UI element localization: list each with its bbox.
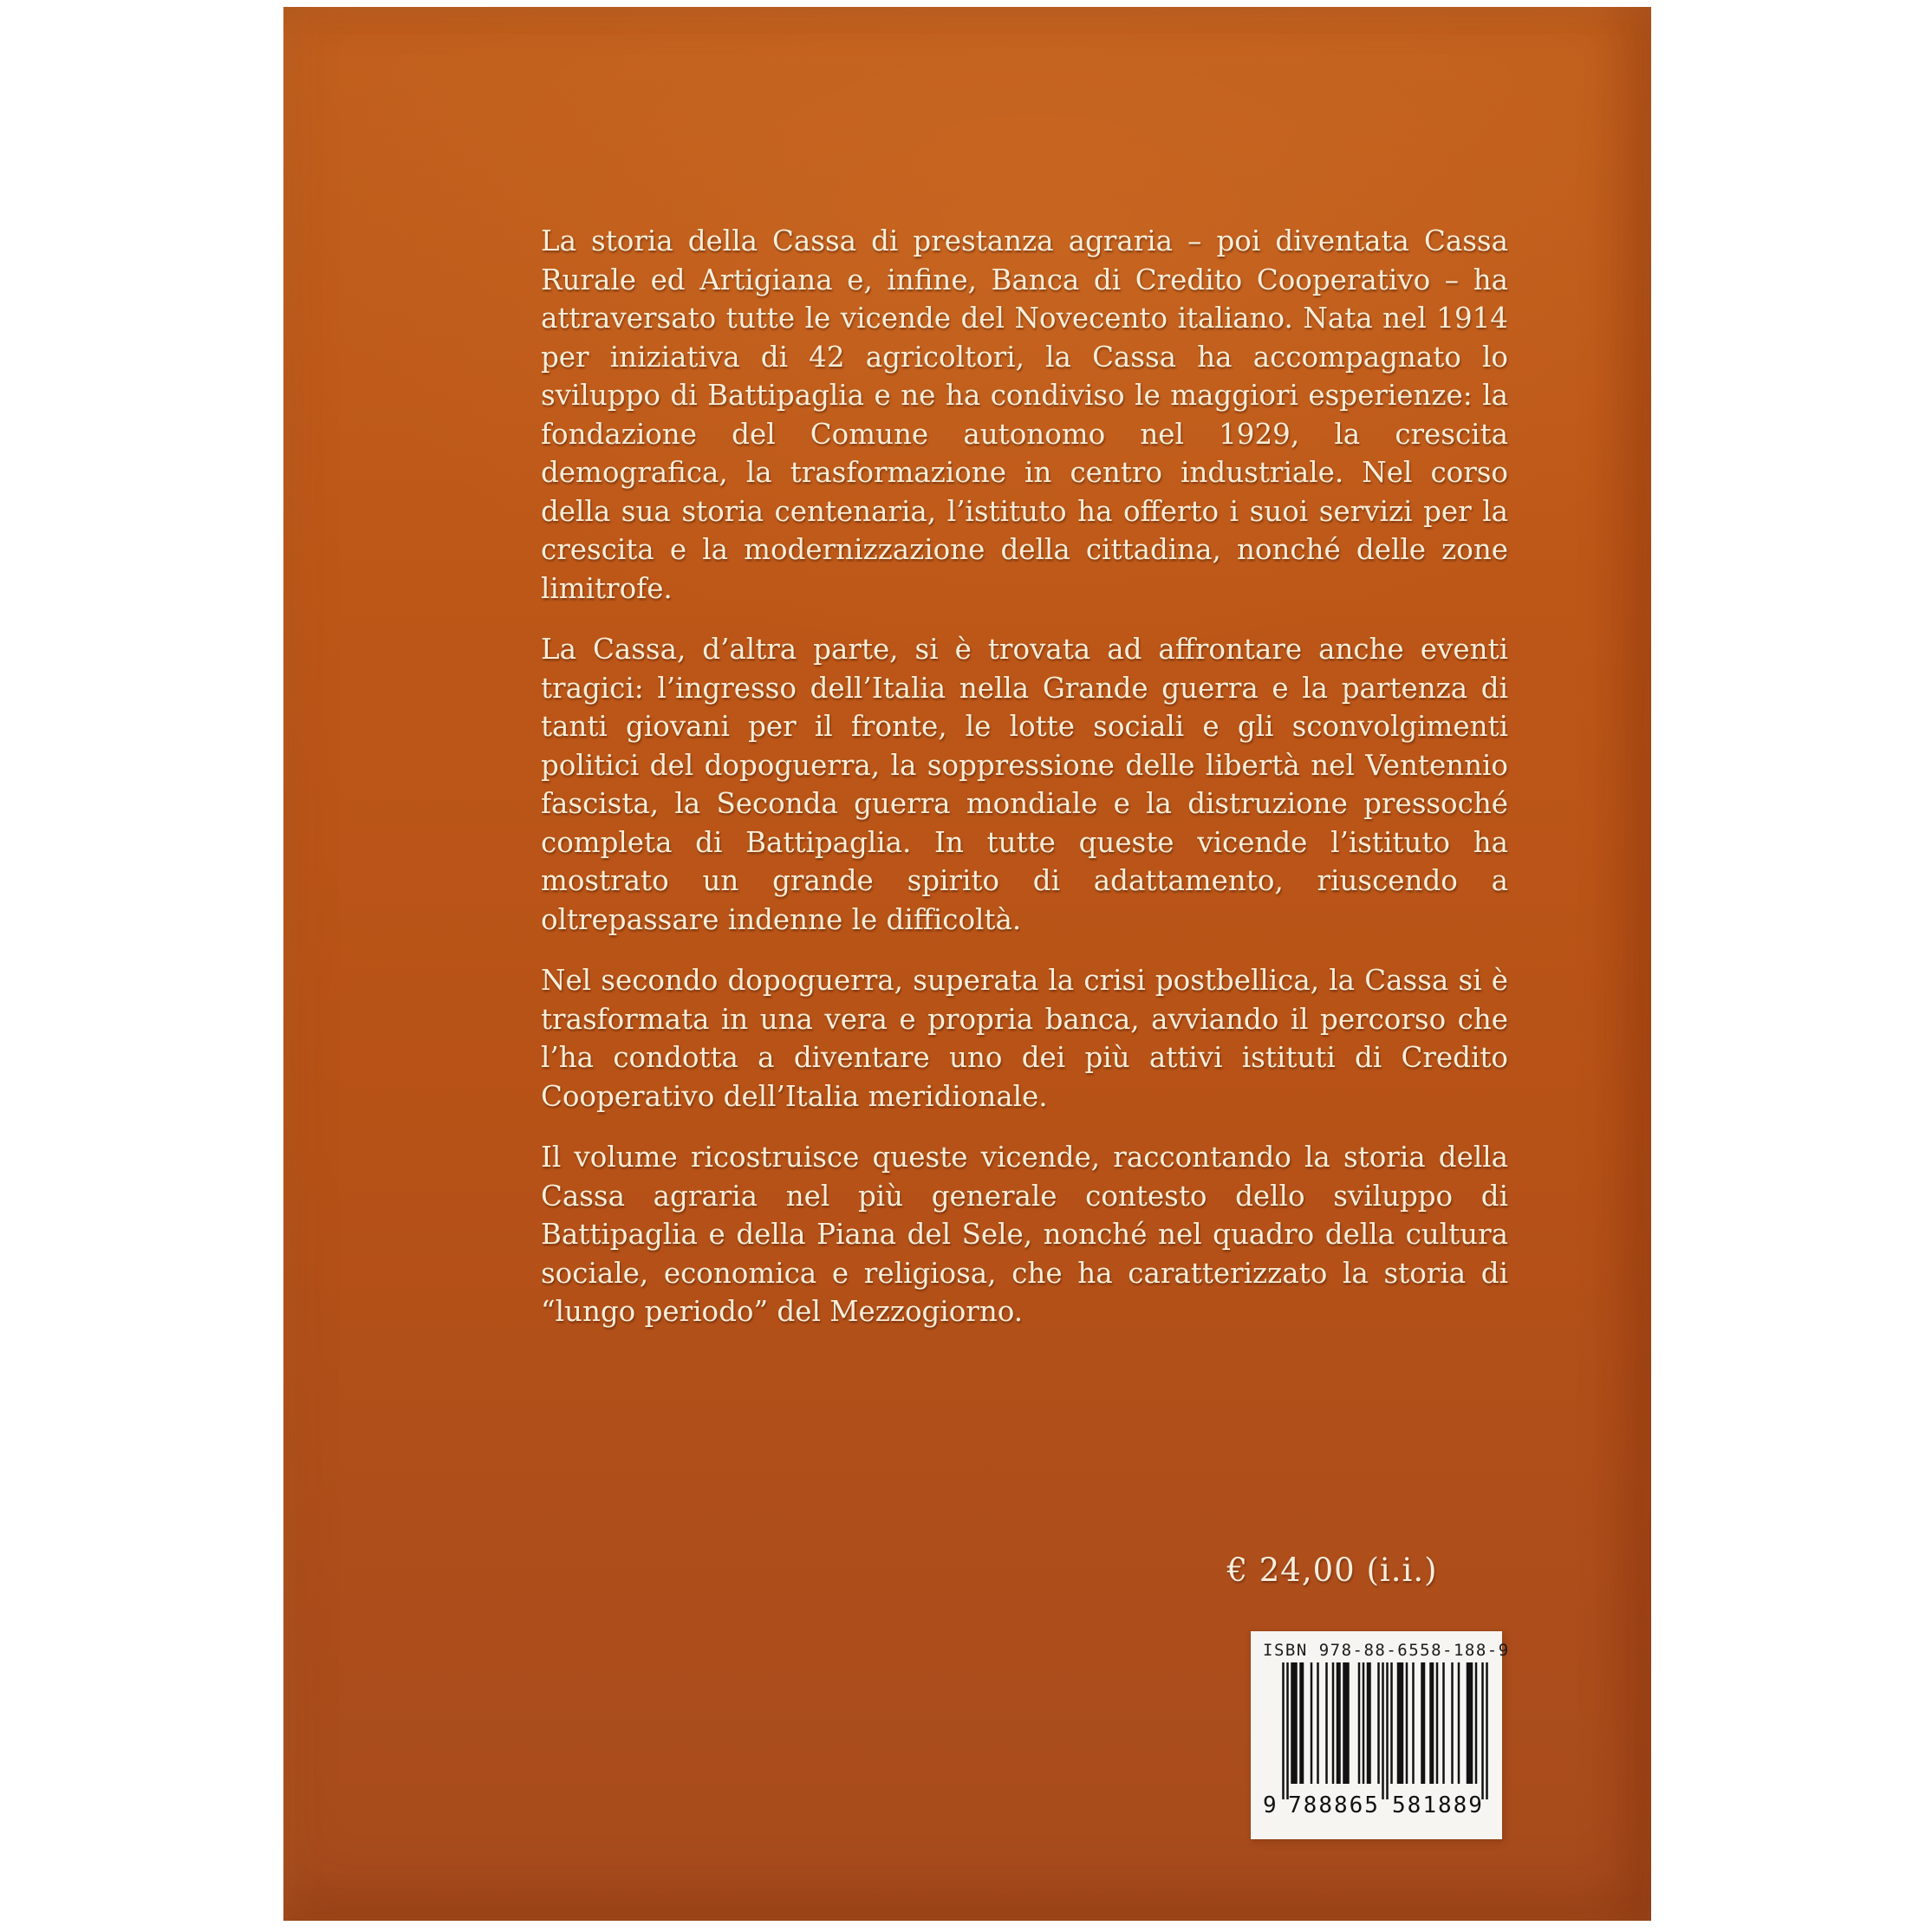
ean13-barcode-icon bbox=[1282, 1662, 1488, 1799]
barcode-digit-group-2: 581889 bbox=[1392, 1792, 1484, 1818]
barcode-digits bbox=[1263, 1792, 1490, 1818]
barcode-digit-lead: 9 bbox=[1263, 1792, 1278, 1818]
price-label: € 24,00 (i.i.) bbox=[1226, 1551, 1438, 1589]
book-back-cover bbox=[283, 7, 1651, 1921]
blurb-paragraph-1: La storia della Cassa di prestanza agraria – poi diventata Cassa Rurale ed Artigiana e, infine, Banca di Credito Cooperativo – ha attraversato tutte le vicende del Novecento italiano. Nata nel 1914 per iniziativa di 42 agricoltori, la Cassa ha accompagnato lo sviluppo di Battipaglia e ne ha condiviso le maggiori esperienze: la fondazione del Comune autonomo nel 1929, la crescita demografica, la trasformazione in centro industriale. Nel corso della sua storia centenaria, l’istituto ha offerto i suoi servizi per la crescita e la modernizzazione della cittadina, nonché delle zone limitrofe. bbox=[541, 224, 1508, 605]
barcode-digit-group-1: 788865 bbox=[1288, 1792, 1380, 1818]
isbn-number-label: ISBN 978-88-6558-188-9 bbox=[1263, 1641, 1510, 1660]
blurb-paragraph-3: Nel secondo dopoguerra, superata la crisi postbellica, la Cassa si è trasformata in una vera e propria banca, avviando il percorso che l’ha condotta a diventare uno dei più attivi istituti di Credito Cooperativo dell’Italia meridionale. bbox=[541, 964, 1508, 1113]
blurb-paragraph-4: Il volume ricostruisce queste vicende, raccontando la storia della Cassa agraria nel più generale contesto dello sviluppo di Battipaglia e della Piana del Sele, nonché nel quadro della cultura sociale, economica e religiosa, che ha caratterizzato la storia di “lungo periodo” del Mezzogiorno. bbox=[541, 1141, 1508, 1328]
blurb-paragraph-2: La Cassa, d’altra parte, si è trovata ad affrontare anche eventi tragici: l’ingresso dell’Italia nella Grande guerra e la partenza di tanti giovani per il fronte, le lotte sociali e gli sconvolgimenti politici del dopoguerra, la soppressione delle libertà nel Ventennio fascista, la Seconda guerra mondiale e la distruzione pressoché completa di Battipaglia. In tutte queste vicende l’istituto ha mostrato un grande spirito di adattamento, riuscendo a oltrepassare indenne le difficoltà. bbox=[541, 633, 1508, 936]
barcode-area bbox=[1263, 1662, 1490, 1824]
back-cover-blurb bbox=[541, 222, 1508, 1354]
barcode-panel bbox=[1251, 1631, 1510, 1839]
